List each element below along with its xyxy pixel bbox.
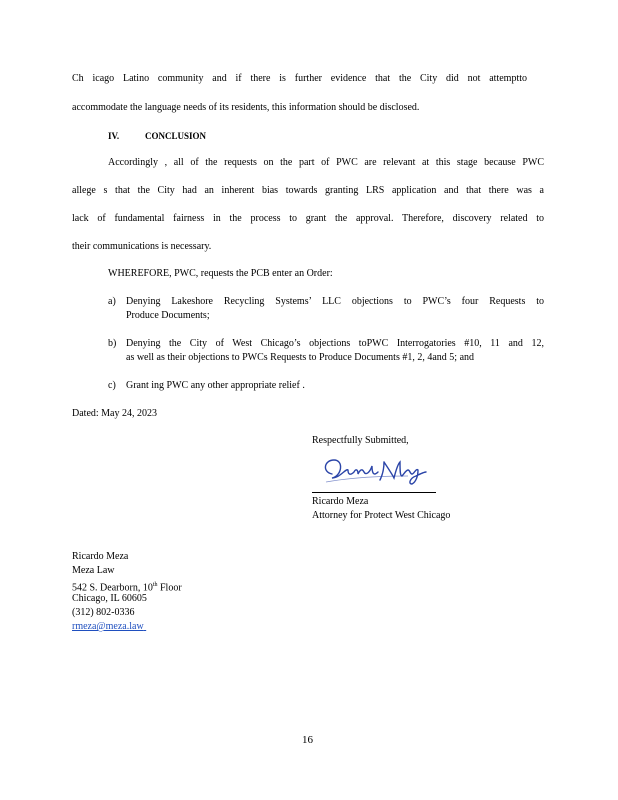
body-line: Ch icago Latino community and if there is further evidence that the City did not attemptto — [72, 73, 527, 84]
signer-title: Attorney for Protect West Chicago — [312, 510, 451, 521]
address-phone: (312) 802-0336 — [72, 607, 135, 618]
wherefore-line: WHEREFORE, PWC, requests the PCB enter an Order: — [108, 268, 333, 279]
list-marker: a) — [108, 296, 116, 307]
section-number: IV. — [108, 131, 120, 141]
handwritten-signature — [318, 452, 430, 488]
list-item-line: Denying the City of West Chicago’s objections toPWC Interrogatories #10, 11 and 12, — [126, 338, 544, 349]
body-line: accommodate the language needs of its residents, this information should be disclosed. — [72, 102, 420, 113]
list-marker: b) — [108, 338, 117, 349]
dated-line: Dated: May 24, 2023 — [72, 408, 157, 419]
list-item-line: Denying Lakeshore Recycling Systems’ LLC objections to PWC’s four Requests to — [126, 296, 544, 307]
conclusion-line: Accordingly , all of the requests on the part of PWC are relevant at this stage because PWC — [108, 157, 544, 168]
address-firm: Meza Law — [72, 565, 115, 576]
section-title: CONCLUSION — [145, 131, 207, 141]
signer-name: Ricardo Meza — [312, 496, 369, 507]
signature-closing: Respectfully Submitted, — [312, 435, 409, 446]
conclusion-line: their communications is necessary. — [72, 241, 212, 252]
signature-line — [312, 492, 436, 493]
list-marker: c) — [108, 380, 116, 391]
list-item-line: Produce Documents; — [126, 310, 210, 321]
conclusion-line: lack of fundamental fairness in the process to grant the approval. Therefore, discovery related to — [72, 213, 544, 224]
list-item-line: as well as their objections to PWCs Requests to Produce Documents #1, 2, 4and 5; and — [126, 352, 475, 363]
address-city: Chicago, IL 60605 — [72, 593, 147, 604]
list-item-line: Grant ing PWC any other appropriate relief . — [126, 380, 305, 391]
page-number: 16 — [302, 734, 313, 746]
conclusion-line: allege s that the City had an inherent bias towards granting LRS application and that there was a — [72, 185, 544, 196]
address-street: 542 S. Dearborn, 10th Floor — [72, 582, 182, 594]
address-name: Ricardo Meza — [72, 551, 129, 562]
email-link[interactable]: rmeza@meza.law — [72, 621, 144, 632]
